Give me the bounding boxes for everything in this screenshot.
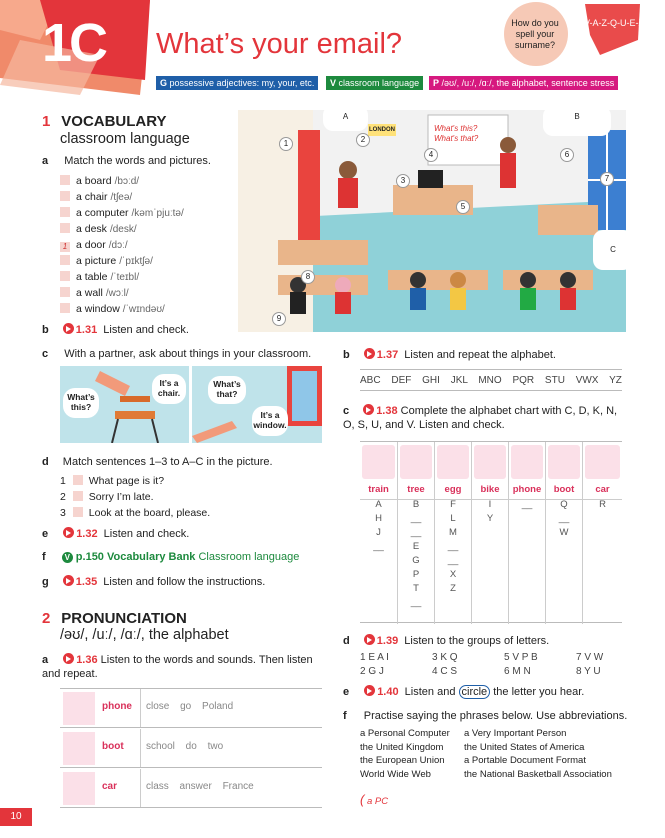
phone-icon	[63, 692, 95, 725]
vocab-word-list	[60, 173, 184, 317]
exercise-1g: g 1.35 Listen and follow the instructions.	[42, 576, 266, 588]
audio-icon[interactable]	[364, 348, 375, 359]
board-text: What's this? What's that?	[434, 124, 479, 143]
audio-icon[interactable]	[63, 323, 74, 334]
scene-bubble-c: C	[593, 230, 626, 270]
vocab-subtitle: classroom language	[60, 131, 190, 147]
pron-row-boot: boot school do two	[60, 729, 322, 768]
chart-col-car: car R	[582, 442, 622, 624]
page-title: What’s your email?	[156, 28, 403, 60]
vocab-item[interactable]: a table /ˈteɪbl/	[60, 269, 184, 285]
bubble-its-window: It’s a window.	[252, 406, 288, 436]
phrases-left: a Personal Computer the United Kingdom the European Union World Wide Web	[360, 728, 450, 780]
pronunciation-tag: P /əʊ/, /uː/, /ɑː/, the alphabet, sentence stress	[429, 76, 618, 90]
sentence-item[interactable]: 3 Look at the board, please.	[60, 507, 211, 519]
vocab-item[interactable]: a board /bɔːd/	[60, 173, 184, 189]
sentence-item[interactable]: 2 Sorry I’m late.	[60, 491, 154, 503]
bubble-its-chair: It’s a chair.	[152, 374, 186, 404]
scene-label-9: 9	[272, 312, 286, 326]
chart-col-phone: phone __	[508, 442, 545, 624]
phone-icon	[511, 445, 543, 479]
speech-bubble-answer: V-A-Z-Q-U-E-Z.	[584, 18, 647, 28]
car-icon	[585, 445, 620, 479]
phrases-right: a Very Important Person the United States of America a Portable Document Format the National Basketball Association	[464, 728, 612, 780]
scene-label-8: 8	[301, 270, 315, 284]
exercise-1e: e 1.32 Listen and check.	[42, 528, 190, 540]
alphabet-chart	[360, 441, 622, 623]
boot-icon	[548, 445, 580, 479]
sentence-item[interactable]: 1 What page is it?	[60, 475, 165, 487]
scene-label-2: 2	[356, 133, 370, 147]
chart-col-egg: egg F L M __ __ X Z	[434, 442, 471, 624]
audio-icon[interactable]	[363, 404, 374, 415]
boot-icon	[63, 732, 95, 765]
car-icon	[63, 772, 95, 805]
audio-icon[interactable]	[364, 685, 375, 696]
audio-icon[interactable]	[63, 653, 74, 664]
audio-icon[interactable]	[63, 527, 74, 538]
cartoon-panel-chair	[60, 366, 189, 443]
vocab-item[interactable]: a desk /desk/	[60, 221, 184, 237]
bubble-what-this: What’s this?	[63, 388, 99, 418]
exercise-1a: a Match the words and pictures.	[42, 155, 211, 167]
scene-label-4: 4	[424, 148, 438, 162]
vocab-section-header: 1 VOCABULARY	[42, 113, 167, 130]
egg-icon	[437, 445, 469, 479]
tree-icon	[400, 445, 432, 479]
alphabet-strip: ABC DEF GHI JKL MNO PQR STU VWX YZ	[360, 369, 622, 391]
exercise-2d: d 1.39 Listen to the groups of letters.	[343, 635, 550, 647]
scene-bubble-b: B	[543, 110, 611, 136]
vocab-bank-icon: V	[62, 552, 73, 563]
example-answer: ( a PC	[360, 792, 389, 807]
scene-label-1: 1	[279, 137, 293, 151]
exercise-2c: c 1.38 Complete the alphabet chart with C, D, K, N, O, S, U, and V. Listen and check.	[343, 405, 618, 431]
vocab-item[interactable]: a window /ˈwɪndəʊ/	[60, 301, 184, 317]
pron-section-header: 2 PRONUNCIATION	[42, 610, 187, 627]
classroom-illustration	[238, 110, 626, 332]
exercise-1b: b 1.31 Listen and check.	[42, 324, 189, 336]
exercise-2b: b 1.37 Listen and repeat the alphabet.	[343, 349, 556, 361]
exercise-2f: f Practise saying the phrases below. Use abbreviations.	[343, 710, 628, 722]
vocab-item[interactable]: a chair /tʃeə/	[60, 189, 184, 205]
letter-groups: 1 E A I 3 K Q 5 V P B 7 V W 2 G J 4 C S 6 M N 8 Y U	[360, 652, 604, 677]
scene-label-6: 6	[560, 148, 574, 162]
vocab-item[interactable]: a wall /wɔːl/	[60, 285, 184, 301]
vocab-item[interactable]: a computer /kəmˈpjuːtə/	[60, 205, 184, 221]
sentence-list	[60, 473, 210, 521]
page-number: 10	[0, 808, 32, 826]
grammar-tag: G possessive adjectives: my, your, etc.	[156, 76, 318, 90]
exercise-1c: c With a partner, ask about things in your classroom.	[42, 348, 312, 360]
pron-row-phone: phone close go Poland	[60, 689, 322, 728]
speech-bubble-question: How do you spell your surname?	[511, 18, 559, 50]
exercise-1d: d Match sentences 1–3 to A–C in the picture.	[42, 456, 273, 468]
chart-col-bike: bike I Y	[471, 442, 508, 624]
vocabulary-tag: V classroom language	[326, 76, 423, 90]
scene-label-7: 7	[600, 172, 614, 186]
exercise-2e: e 1.40 Listen and circle the letter you hear.	[343, 686, 585, 698]
bike-icon	[474, 445, 506, 479]
scene-label-5: 5	[456, 200, 470, 214]
vocab-item[interactable]: a picture /ˈpɪktʃə/	[60, 253, 184, 269]
vocab-bank-link[interactable]: p.150 Vocabulary Bank	[75, 551, 196, 563]
pron-row-car: car class answer France	[60, 769, 322, 808]
bubble-what-that: What’s that?	[208, 376, 246, 404]
pron-subtitle: /əʊ/, /uː/, /ɑː/, the alphabet	[60, 627, 229, 643]
scene-label-3: 3	[396, 174, 410, 188]
vocab-item[interactable]: 1 a door /dɔː/	[60, 237, 184, 253]
exercise-1f: f V p.150 Vocabulary Bank Classroom language	[42, 551, 300, 563]
scene-bubble-a: A	[323, 110, 368, 131]
train-icon	[362, 445, 395, 479]
audio-icon[interactable]	[364, 634, 375, 645]
chart-col-boot: boot Q __ W	[545, 442, 582, 624]
poster-label: LONDON	[368, 124, 396, 136]
audio-icon[interactable]	[63, 575, 74, 586]
exercise-2a: a 1.36 Listen to the words and sounds. Then listen and repeat.	[42, 654, 313, 680]
cartoon-panel-window	[192, 366, 322, 443]
lesson-number: 1C	[42, 13, 106, 73]
chart-col-tree: tree B __ __ E G P T __	[397, 442, 434, 624]
classroom-scene	[238, 110, 626, 332]
chart-col-train: train A H J __	[360, 442, 397, 554]
circled-word: circle	[459, 685, 491, 699]
